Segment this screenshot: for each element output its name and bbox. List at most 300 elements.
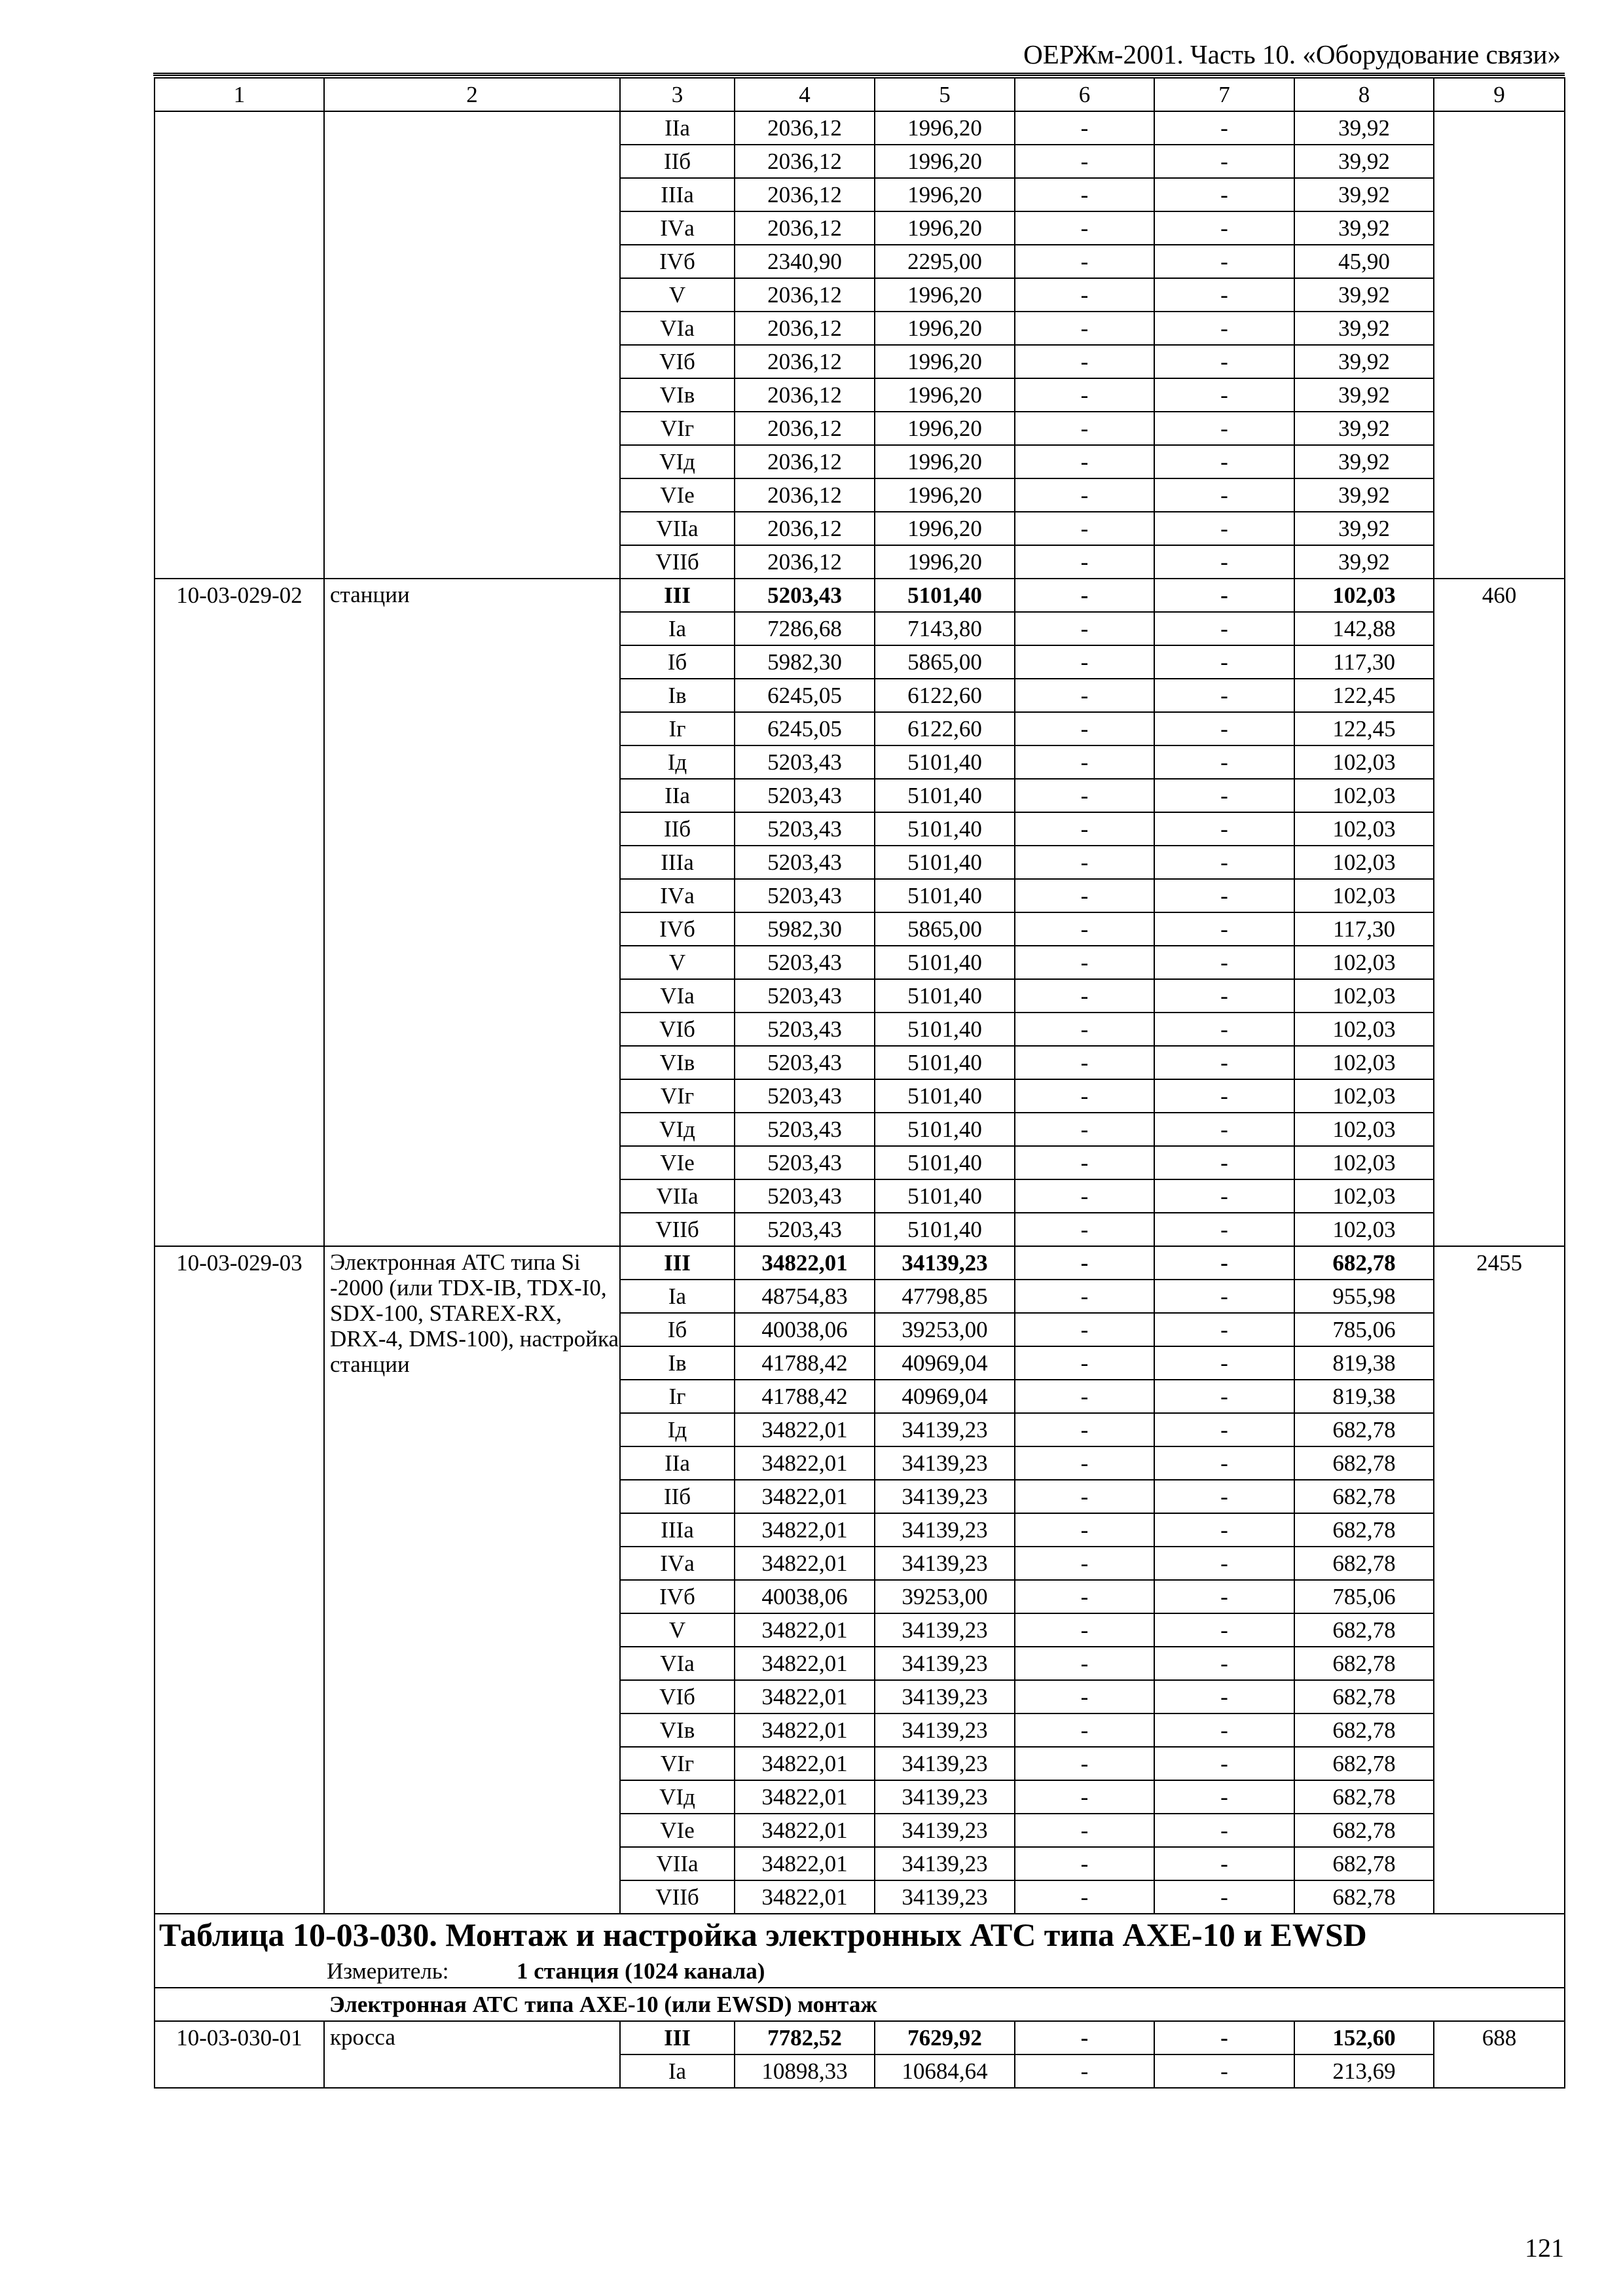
zone-cell: III bbox=[620, 1246, 735, 1280]
value-cell: 34139,23 bbox=[875, 1713, 1015, 1747]
column-number: 8 bbox=[1294, 78, 1434, 111]
column-number: 6 bbox=[1015, 78, 1154, 111]
value-cell: - bbox=[1015, 1580, 1154, 1613]
value-cell: 2036,12 bbox=[735, 378, 875, 412]
value-cell: 34822,01 bbox=[735, 1780, 875, 1814]
value-cell: - bbox=[1154, 1179, 1294, 1213]
zone-cell: V bbox=[620, 946, 735, 979]
value-cell: 682,78 bbox=[1294, 1713, 1434, 1747]
value-cell: 102,03 bbox=[1294, 879, 1434, 912]
column-number: 4 bbox=[735, 78, 875, 111]
value-cell: 2036,12 bbox=[735, 445, 875, 478]
value-cell: 785,06 bbox=[1294, 1580, 1434, 1613]
zone-cell: VIе bbox=[620, 1814, 735, 1847]
value-cell: - bbox=[1154, 378, 1294, 412]
value-cell: 102,03 bbox=[1294, 846, 1434, 879]
value-cell: 6245,05 bbox=[735, 712, 875, 745]
value-cell: 1996,20 bbox=[875, 545, 1015, 579]
value-cell: 40969,04 bbox=[875, 1380, 1015, 1413]
value-cell: 2036,12 bbox=[735, 211, 875, 245]
value-cell: 1996,20 bbox=[875, 278, 1015, 312]
value-cell: - bbox=[1154, 1680, 1294, 1713]
column-number: 1 bbox=[155, 78, 324, 111]
value-cell: 2036,12 bbox=[735, 478, 875, 512]
value-cell: 682,78 bbox=[1294, 1647, 1434, 1680]
value-cell: 34822,01 bbox=[735, 1547, 875, 1580]
zone-cell: Iв bbox=[620, 679, 735, 712]
zone-cell: VIIб bbox=[620, 545, 735, 579]
item-name: станции bbox=[324, 579, 620, 1246]
value-cell: 6122,60 bbox=[875, 712, 1015, 745]
value-cell: 102,03 bbox=[1294, 1179, 1434, 1213]
value-cell: - bbox=[1154, 145, 1294, 178]
value-cell: 34139,23 bbox=[875, 1413, 1015, 1446]
value-cell: - bbox=[1015, 1680, 1154, 1713]
zone-cell: Iа bbox=[620, 1280, 735, 1313]
zone-cell: IIIа bbox=[620, 846, 735, 879]
value-cell: 34139,23 bbox=[875, 1780, 1015, 1814]
value-cell: 2036,12 bbox=[735, 145, 875, 178]
value-cell: - bbox=[1154, 879, 1294, 912]
value-cell: 10898,33 bbox=[735, 2054, 875, 2088]
zone-cell: Iв bbox=[620, 1346, 735, 1380]
value-cell: - bbox=[1015, 278, 1154, 312]
value-cell: 34822,01 bbox=[735, 1880, 875, 1914]
value-cell: 102,03 bbox=[1294, 946, 1434, 979]
value-cell: - bbox=[1015, 1413, 1154, 1446]
column-number: 5 bbox=[875, 78, 1015, 111]
zone-cell: IVа bbox=[620, 1547, 735, 1580]
value-cell: - bbox=[1015, 1613, 1154, 1647]
zone-cell: VIв bbox=[620, 1713, 735, 1747]
value-cell: - bbox=[1154, 1413, 1294, 1446]
value-cell: - bbox=[1015, 1146, 1154, 1179]
value-cell: 785,06 bbox=[1294, 1313, 1434, 1346]
value-cell: - bbox=[1154, 1313, 1294, 1346]
value-cell: - bbox=[1154, 478, 1294, 512]
measure-cell bbox=[155, 1955, 1565, 1988]
value-cell: 7629,92 bbox=[875, 2021, 1015, 2054]
value-cell: - bbox=[1154, 1480, 1294, 1513]
value-cell: 122,45 bbox=[1294, 712, 1434, 745]
value-cell: 34139,23 bbox=[875, 1480, 1015, 1513]
value-cell: 5101,40 bbox=[875, 1013, 1015, 1046]
value-cell: - bbox=[1015, 1079, 1154, 1113]
value-cell: 41788,42 bbox=[735, 1380, 875, 1413]
column-number: 9 bbox=[1434, 78, 1565, 111]
value-cell: - bbox=[1154, 1847, 1294, 1880]
value-cell: 34822,01 bbox=[735, 1446, 875, 1480]
zone-cell: Iб bbox=[620, 1313, 735, 1346]
value-cell: 39,92 bbox=[1294, 278, 1434, 312]
item-name: Электронная АТС типа Si -2000 (или TDX-IB, TDX-I0, SDX-100, STAREX-RX, DRX-4, DMS-100), настройка станции bbox=[324, 1246, 620, 1914]
value-cell: 34139,23 bbox=[875, 1814, 1015, 1847]
value-cell: - bbox=[1015, 545, 1154, 579]
value-cell: 34139,23 bbox=[875, 1680, 1015, 1713]
value-cell: - bbox=[1154, 211, 1294, 245]
value-cell: 5101,40 bbox=[875, 1213, 1015, 1246]
value-cell: - bbox=[1154, 979, 1294, 1013]
value-cell: - bbox=[1154, 1713, 1294, 1747]
value-cell: 1996,20 bbox=[875, 145, 1015, 178]
value-cell: 682,78 bbox=[1294, 1513, 1434, 1547]
value-cell: - bbox=[1015, 712, 1154, 745]
item-code: 10-03-030-01 bbox=[155, 2021, 324, 2088]
value-cell: 40038,06 bbox=[735, 1313, 875, 1346]
zone-cell: VIг bbox=[620, 1747, 735, 1780]
zone-cell: VIа bbox=[620, 312, 735, 345]
value-cell: - bbox=[1154, 1580, 1294, 1613]
value-cell: 1996,20 bbox=[875, 178, 1015, 211]
value-cell: 1996,20 bbox=[875, 378, 1015, 412]
column-number: 7 bbox=[1154, 78, 1294, 111]
value-cell: - bbox=[1154, 779, 1294, 812]
value-cell: 5203,43 bbox=[735, 1013, 875, 1046]
value-cell: 34822,01 bbox=[735, 1246, 875, 1280]
value-cell: 5101,40 bbox=[875, 1046, 1015, 1079]
value-cell: 34822,01 bbox=[735, 1480, 875, 1513]
value-cell: - bbox=[1015, 1647, 1154, 1680]
value-cell: 213,69 bbox=[1294, 2054, 1434, 2088]
value-cell: 34822,01 bbox=[735, 1413, 875, 1446]
value-cell: 6122,60 bbox=[875, 679, 1015, 712]
value-cell: - bbox=[1154, 912, 1294, 946]
item-col9: 2455 bbox=[1434, 1246, 1565, 1914]
value-cell: 39,92 bbox=[1294, 145, 1434, 178]
value-cell: - bbox=[1154, 312, 1294, 345]
value-cell: 682,78 bbox=[1294, 1613, 1434, 1647]
value-cell: 682,78 bbox=[1294, 1680, 1434, 1713]
value-cell: 34139,23 bbox=[875, 1446, 1015, 1480]
value-cell: - bbox=[1154, 245, 1294, 278]
value-cell: - bbox=[1015, 1179, 1154, 1213]
value-cell: 5203,43 bbox=[735, 846, 875, 879]
value-cell: - bbox=[1015, 2021, 1154, 2054]
value-cell: - bbox=[1154, 579, 1294, 612]
value-cell: 39,92 bbox=[1294, 345, 1434, 378]
value-cell: 682,78 bbox=[1294, 1446, 1434, 1480]
value-cell: 152,60 bbox=[1294, 2021, 1434, 2054]
value-cell: 682,78 bbox=[1294, 1246, 1434, 1280]
value-cell: 2036,12 bbox=[735, 312, 875, 345]
value-cell: 5101,40 bbox=[875, 779, 1015, 812]
zone-cell: IIб bbox=[620, 1480, 735, 1513]
value-cell: 39,92 bbox=[1294, 545, 1434, 579]
value-cell: 34139,23 bbox=[875, 1647, 1015, 1680]
value-cell: - bbox=[1015, 745, 1154, 779]
value-cell: 40969,04 bbox=[875, 1346, 1015, 1380]
zone-cell: IIIа bbox=[620, 1513, 735, 1547]
value-cell: - bbox=[1015, 1547, 1154, 1580]
value-cell: 5203,43 bbox=[735, 879, 875, 912]
measure-label: Измеритель: bbox=[327, 1958, 449, 1984]
value-cell: - bbox=[1015, 979, 1154, 1013]
value-cell: 41788,42 bbox=[735, 1346, 875, 1380]
value-cell: - bbox=[1015, 612, 1154, 645]
item-code: 10-03-029-02 bbox=[155, 579, 324, 1246]
value-cell: 39253,00 bbox=[875, 1580, 1015, 1613]
zone-cell: IIа bbox=[620, 1446, 735, 1480]
value-cell: 102,03 bbox=[1294, 779, 1434, 812]
zone-cell: IVб bbox=[620, 1580, 735, 1613]
value-cell: 7143,80 bbox=[875, 612, 1015, 645]
value-cell: - bbox=[1154, 712, 1294, 745]
zone-cell: VIг bbox=[620, 1079, 735, 1113]
zone-cell: VIIа bbox=[620, 1847, 735, 1880]
value-cell: - bbox=[1154, 1280, 1294, 1313]
value-cell: 102,03 bbox=[1294, 745, 1434, 779]
value-cell: 48754,83 bbox=[735, 1280, 875, 1313]
value-cell: - bbox=[1015, 1513, 1154, 1547]
value-cell: 5982,30 bbox=[735, 912, 875, 946]
value-cell: - bbox=[1015, 512, 1154, 545]
value-cell: 5101,40 bbox=[875, 812, 1015, 846]
value-cell: 102,03 bbox=[1294, 1213, 1434, 1246]
value-cell: 682,78 bbox=[1294, 1814, 1434, 1847]
column-number: 2 bbox=[324, 78, 620, 111]
value-cell: - bbox=[1015, 245, 1154, 278]
value-cell: 5101,40 bbox=[875, 579, 1015, 612]
zone-cell: VIв bbox=[620, 378, 735, 412]
value-cell: - bbox=[1015, 1713, 1154, 1747]
value-cell: - bbox=[1154, 1079, 1294, 1113]
zone-cell: V bbox=[620, 278, 735, 312]
value-cell: 45,90 bbox=[1294, 245, 1434, 278]
zone-cell: Iг bbox=[620, 712, 735, 745]
value-cell: 819,38 bbox=[1294, 1380, 1434, 1413]
value-cell: - bbox=[1154, 512, 1294, 545]
value-cell: - bbox=[1154, 1880, 1294, 1914]
value-cell: 1996,20 bbox=[875, 412, 1015, 445]
value-cell: 7782,52 bbox=[735, 2021, 875, 2054]
zone-cell: V bbox=[620, 1613, 735, 1647]
measure-value: 1 станция (1024 канала) bbox=[517, 1958, 765, 1984]
value-cell: - bbox=[1015, 946, 1154, 979]
value-cell: 1996,20 bbox=[875, 211, 1015, 245]
value-cell: 117,30 bbox=[1294, 912, 1434, 946]
value-cell: - bbox=[1154, 1046, 1294, 1079]
zone-cell: VIе bbox=[620, 1146, 735, 1179]
value-cell: - bbox=[1015, 846, 1154, 879]
value-cell: 102,03 bbox=[1294, 579, 1434, 612]
zone-cell: IVб bbox=[620, 912, 735, 946]
value-cell: - bbox=[1015, 211, 1154, 245]
value-cell: 39,92 bbox=[1294, 211, 1434, 245]
value-cell: 34822,01 bbox=[735, 1814, 875, 1847]
value-cell: 39,92 bbox=[1294, 178, 1434, 211]
value-cell: 5203,43 bbox=[735, 979, 875, 1013]
value-cell: - bbox=[1015, 1013, 1154, 1046]
value-cell: - bbox=[1154, 612, 1294, 645]
value-cell: - bbox=[1015, 779, 1154, 812]
value-cell: - bbox=[1154, 645, 1294, 679]
value-cell: - bbox=[1154, 2021, 1294, 2054]
value-cell: - bbox=[1154, 178, 1294, 211]
value-cell: 5203,43 bbox=[735, 1113, 875, 1146]
value-cell: - bbox=[1154, 345, 1294, 378]
value-cell: 2295,00 bbox=[875, 245, 1015, 278]
zone-cell: III bbox=[620, 2021, 735, 2054]
value-cell: 5101,40 bbox=[875, 745, 1015, 779]
value-cell: 39,92 bbox=[1294, 478, 1434, 512]
table-body bbox=[155, 78, 1565, 2088]
zone-cell: IIа bbox=[620, 779, 735, 812]
value-cell: 5203,43 bbox=[735, 1046, 875, 1079]
value-cell: 2036,12 bbox=[735, 278, 875, 312]
zone-cell: VIд bbox=[620, 1780, 735, 1814]
value-cell: 5101,40 bbox=[875, 946, 1015, 979]
value-cell: 682,78 bbox=[1294, 1780, 1434, 1814]
value-cell: - bbox=[1154, 1613, 1294, 1647]
value-cell: - bbox=[1154, 1013, 1294, 1046]
value-cell: 2036,12 bbox=[735, 512, 875, 545]
value-cell: - bbox=[1015, 1113, 1154, 1146]
subtitle: Электронная АТС типа AXE-10 (или EWSD) монтаж bbox=[324, 1988, 1565, 2021]
page-number: 121 bbox=[1525, 2233, 1564, 2263]
value-cell: - bbox=[1015, 345, 1154, 378]
zone-cell: VIд bbox=[620, 1113, 735, 1146]
subtitle-row bbox=[155, 1988, 1565, 2021]
value-cell: 5865,00 bbox=[875, 645, 1015, 679]
value-cell: 682,78 bbox=[1294, 1880, 1434, 1914]
column-number: 3 bbox=[620, 78, 735, 111]
value-cell: - bbox=[1015, 178, 1154, 211]
value-cell: - bbox=[1015, 1213, 1154, 1246]
zone-cell: IVа bbox=[620, 211, 735, 245]
value-cell: 102,03 bbox=[1294, 1113, 1434, 1146]
value-cell: - bbox=[1154, 1380, 1294, 1413]
item-col9 bbox=[1434, 111, 1565, 579]
zone-cell: VIа bbox=[620, 1647, 735, 1680]
value-cell: 5203,43 bbox=[735, 1213, 875, 1246]
value-cell: 1996,20 bbox=[875, 312, 1015, 345]
value-cell: - bbox=[1154, 812, 1294, 846]
value-cell: 5101,40 bbox=[875, 1179, 1015, 1213]
value-cell: - bbox=[1154, 412, 1294, 445]
value-cell: 682,78 bbox=[1294, 1480, 1434, 1513]
zone-cell: Iа bbox=[620, 612, 735, 645]
value-cell: 142,88 bbox=[1294, 612, 1434, 645]
value-cell: 39,92 bbox=[1294, 312, 1434, 345]
value-cell: 34139,23 bbox=[875, 1747, 1015, 1780]
value-cell: 34139,23 bbox=[875, 1547, 1015, 1580]
zone-cell: VIе bbox=[620, 478, 735, 512]
value-cell: - bbox=[1154, 1547, 1294, 1580]
price-table bbox=[154, 77, 1565, 2089]
value-cell: - bbox=[1015, 1046, 1154, 1079]
table-title: Таблица 10-03-030. Монтаж и настройка электронных АТС типа AXE-10 и EWSD bbox=[155, 1914, 1565, 1955]
value-cell: - bbox=[1015, 1446, 1154, 1480]
value-cell: 1996,20 bbox=[875, 111, 1015, 145]
zone-cell: VIб bbox=[620, 1680, 735, 1713]
value-cell: - bbox=[1015, 1880, 1154, 1914]
item-col9: 460 bbox=[1434, 579, 1565, 1246]
value-cell: 39,92 bbox=[1294, 111, 1434, 145]
value-cell: - bbox=[1015, 1313, 1154, 1346]
zone-cell: VIб bbox=[620, 1013, 735, 1046]
value-cell: - bbox=[1154, 946, 1294, 979]
value-cell: - bbox=[1154, 1213, 1294, 1246]
value-cell: 1996,20 bbox=[875, 345, 1015, 378]
zone-cell: Iб bbox=[620, 645, 735, 679]
value-cell: 5101,40 bbox=[875, 979, 1015, 1013]
running-header bbox=[153, 36, 1565, 76]
value-cell: - bbox=[1154, 1146, 1294, 1179]
zone-cell: VIа bbox=[620, 979, 735, 1013]
value-cell: - bbox=[1015, 445, 1154, 478]
value-cell: 5101,40 bbox=[875, 1113, 1015, 1146]
value-cell: - bbox=[1015, 2054, 1154, 2088]
value-cell: - bbox=[1015, 1814, 1154, 1847]
zone-cell: IIб bbox=[620, 812, 735, 846]
value-cell: 5203,43 bbox=[735, 745, 875, 779]
value-cell: 102,03 bbox=[1294, 1013, 1434, 1046]
value-cell: 5203,43 bbox=[735, 1079, 875, 1113]
value-cell: 682,78 bbox=[1294, 1547, 1434, 1580]
section-title-row bbox=[155, 1914, 1565, 1955]
table-row bbox=[155, 2021, 1565, 2054]
value-cell: 2340,90 bbox=[735, 245, 875, 278]
value-cell: 39,92 bbox=[1294, 445, 1434, 478]
value-cell: 39,92 bbox=[1294, 512, 1434, 545]
item-col9: 688 bbox=[1434, 2021, 1565, 2088]
value-cell: 682,78 bbox=[1294, 1413, 1434, 1446]
value-cell: 955,98 bbox=[1294, 1280, 1434, 1313]
zone-cell: Iд bbox=[620, 745, 735, 779]
value-cell: - bbox=[1154, 846, 1294, 879]
value-cell: 34822,01 bbox=[735, 1613, 875, 1647]
value-cell: 5203,43 bbox=[735, 1146, 875, 1179]
zone-cell: VIIа bbox=[620, 512, 735, 545]
zone-cell: VIIб bbox=[620, 1880, 735, 1914]
zone-cell: VIIб bbox=[620, 1213, 735, 1246]
value-cell: 5203,43 bbox=[735, 1179, 875, 1213]
value-cell: 819,38 bbox=[1294, 1346, 1434, 1380]
value-cell: 34139,23 bbox=[875, 1847, 1015, 1880]
zone-cell: VIв bbox=[620, 1046, 735, 1079]
running-title: ОЕРЖм-2001. Часть 10. «Оборудование связи» bbox=[1023, 39, 1561, 69]
value-cell: - bbox=[1015, 879, 1154, 912]
value-cell: - bbox=[1015, 1780, 1154, 1814]
value-cell: 34822,01 bbox=[735, 1847, 875, 1880]
value-cell: - bbox=[1154, 1647, 1294, 1680]
value-cell: 2036,12 bbox=[735, 345, 875, 378]
value-cell: 5101,40 bbox=[875, 1146, 1015, 1179]
value-cell: 34139,23 bbox=[875, 1246, 1015, 1280]
value-cell: 102,03 bbox=[1294, 1046, 1434, 1079]
zone-cell: III bbox=[620, 579, 735, 612]
zone-cell: Iа bbox=[620, 2054, 735, 2088]
zone-cell: IIб bbox=[620, 145, 735, 178]
value-cell: 5203,43 bbox=[735, 946, 875, 979]
value-cell: - bbox=[1015, 912, 1154, 946]
value-cell: 682,78 bbox=[1294, 1847, 1434, 1880]
column-number-row bbox=[155, 78, 1565, 111]
value-cell: 102,03 bbox=[1294, 1079, 1434, 1113]
value-cell: 102,03 bbox=[1294, 979, 1434, 1013]
value-cell: 34822,01 bbox=[735, 1680, 875, 1713]
value-cell: 1996,20 bbox=[875, 478, 1015, 512]
value-cell: 1996,20 bbox=[875, 512, 1015, 545]
value-cell: - bbox=[1015, 378, 1154, 412]
value-cell: 34822,01 bbox=[735, 1647, 875, 1680]
zone-cell: VIб bbox=[620, 345, 735, 378]
value-cell: - bbox=[1015, 1747, 1154, 1780]
value-cell: 34822,01 bbox=[735, 1513, 875, 1547]
value-cell: 102,03 bbox=[1294, 1146, 1434, 1179]
value-cell: - bbox=[1154, 1513, 1294, 1547]
value-cell: - bbox=[1154, 445, 1294, 478]
